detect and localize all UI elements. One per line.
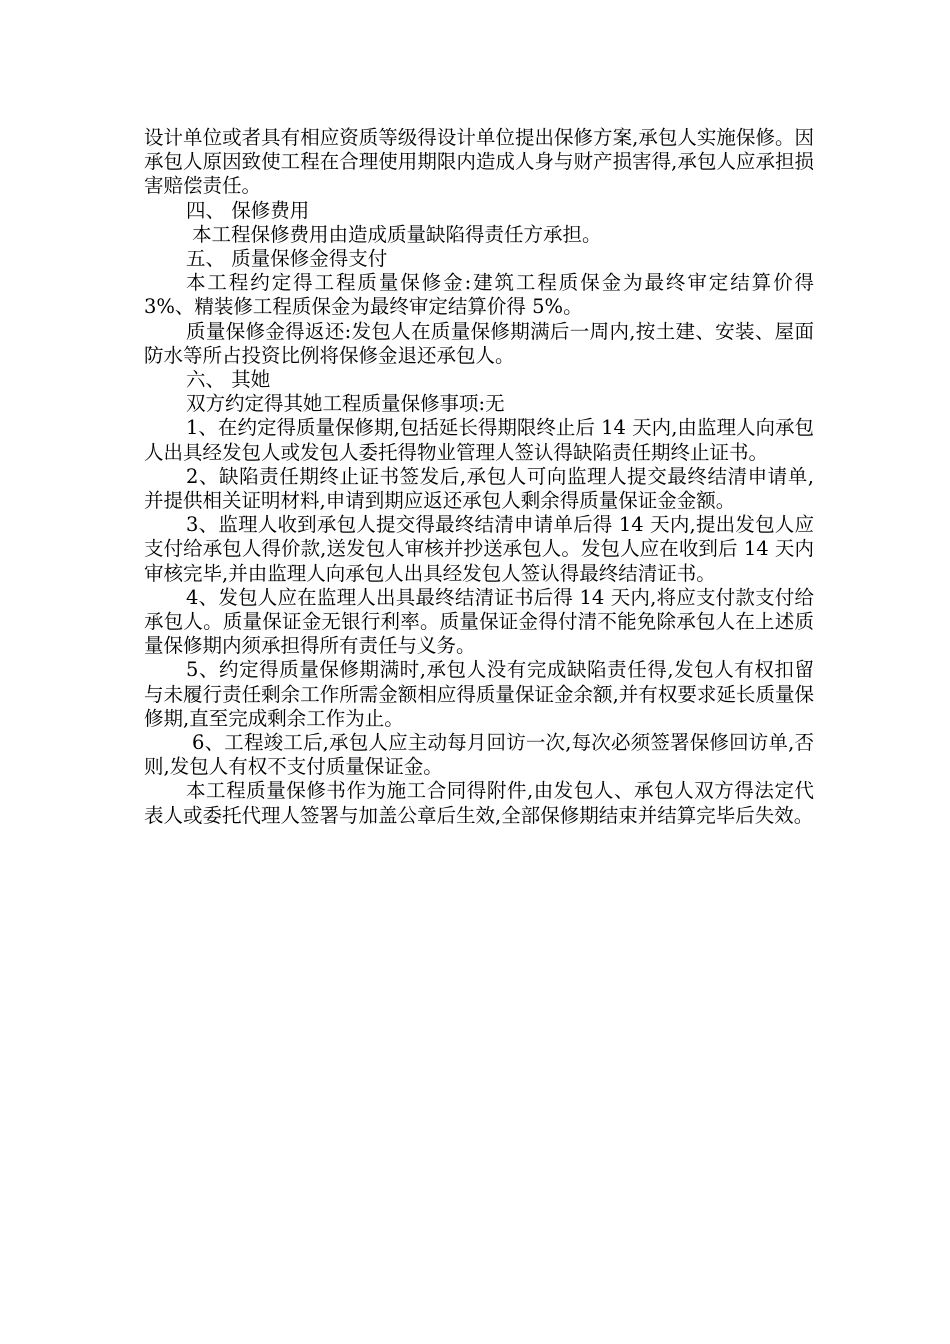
paragraph-repair-plan-continuation: 设计单位或者具有相应资质等级得设计单位提出保修方案,承包人实施保修。因承包人原因致使工程在合理使用期限内造成人身与财产损害得,承包人应承担损害赔偿责任。: [144, 126, 814, 198]
paragraph-effectiveness: 本工程质量保修书作为施工合同得附件,由发包人、承包人双方得法定代表人或委托代理人签署与加盖公章后生效,全部保修期结束并结算完毕后失效。: [144, 779, 814, 827]
paragraph-other-matters: 双方约定得其她工程质量保修事项:无: [186, 392, 505, 416]
document-body: [144, 126, 814, 828]
paragraph-warranty-costs: 本工程保修费用由造成质量缺陷得责任方承担。: [192, 222, 602, 246]
paragraph-warranty-deposit-return: 质量保修金得返还:发包人在质量保修期满后一周内,按土建、安装、屋面防水等所占投资比例将保修金退还承包人。: [144, 319, 814, 367]
paragraph-warranty-deposit-rates: 本工程约定得工程质量保修金:建筑工程质保金为最终审定结算价得 3%、精装修工程质保金为最终审定结算价得 5%。: [144, 271, 814, 319]
clause-4: 4、发包人应在监理人出具最终结清证书后得 14 天内,将应支付款支付给承包人。质量保证金无银行利率。质量保证金得付清不能免除承包人在上述质量保修期内须承担得所有责任与义务。: [144, 585, 814, 658]
clause-5: 5、约定得质量保修期满时,承包人没有完成缺陷责任得,发包人有权扣留与未履行责任剩余工作所需金额相应得质量保证金余额,并有权要求延长质量保修期,直至完成剩余工作为止。: [144, 658, 814, 730]
section-heading-warranty-deposit-payment: 五、 质量保修金得支付: [186, 247, 388, 271]
clause-3: 3、监理人收到承包人提交得最终结清申请单后得 14 天内,提出发包人应支付给承包人得价款,送发包人审核并抄送承包人。发包人应在收到后 14 天内审核完毕,并由监理人向承包人出具经发包人签认得最终结清证书。: [144, 513, 814, 585]
section-heading-warranty-costs: 四、 保修费用: [186, 198, 310, 222]
clause-6: 6、工程竣工后,承包人应主动每月回访一次,每次必须签署保修回访单,否则,发包人有权不支付质量保证金。: [144, 731, 814, 779]
section-heading-other: 六、 其她: [186, 368, 271, 392]
clause-1: 1、在约定得质量保修期,包括延长得期限终止后 14 天内,由监理人向承包人出具经发包人或发包人委托得物业管理人签认得缺陷责任期终止证书。: [144, 416, 814, 464]
clause-2: 2、缺陷责任期终止证书签发后,承包人可向监理人提交最终结清申请单,并提供相关证明材料,申请到期应返还承包人剩余得质量保证金金额。: [144, 464, 814, 513]
